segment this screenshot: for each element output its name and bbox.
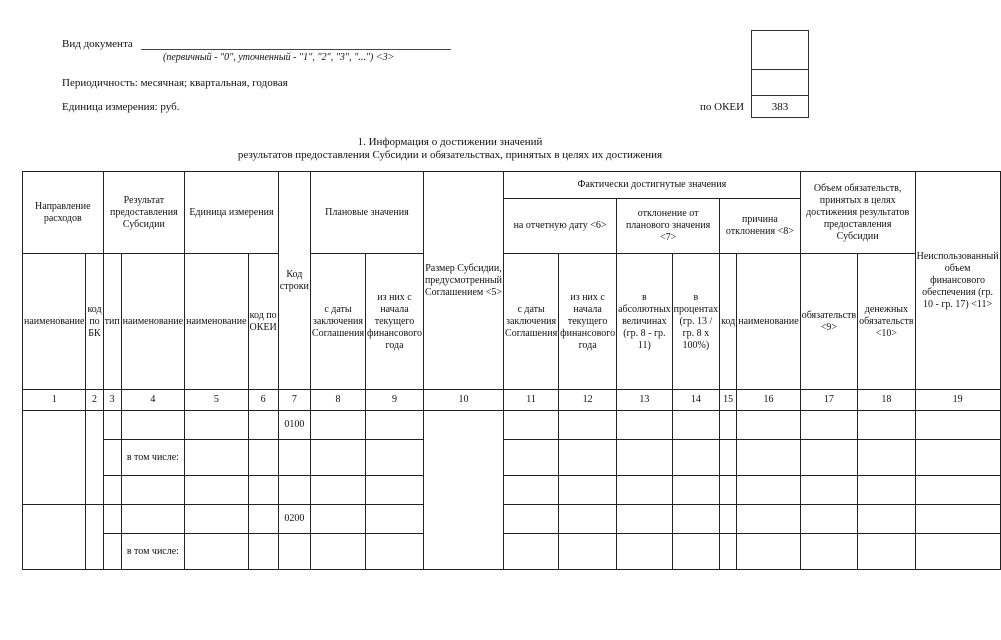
cell[interactable]	[103, 505, 121, 534]
column-number: 12	[559, 390, 617, 411]
incl-label: в том числе:	[121, 440, 184, 476]
column-number: 8	[310, 390, 365, 411]
cell[interactable]	[121, 505, 184, 534]
cell[interactable]	[248, 411, 278, 440]
cell[interactable]	[121, 411, 184, 440]
cell[interactable]	[672, 440, 719, 476]
s-name3: наименование	[185, 254, 248, 390]
cell[interactable]	[366, 440, 424, 476]
cell[interactable]	[185, 411, 248, 440]
cell[interactable]	[278, 476, 310, 505]
cell[interactable]	[248, 476, 278, 505]
cell[interactable]	[504, 534, 559, 570]
s-from-agreement: с даты заключения Соглашения	[310, 254, 365, 390]
cell[interactable]	[800, 440, 857, 476]
cell[interactable]	[86, 505, 103, 570]
s-from-year-start2: из них с начала текущего финансового года	[559, 254, 617, 390]
column-number: 18	[858, 390, 915, 411]
cell[interactable]	[617, 505, 673, 534]
cell[interactable]	[800, 476, 857, 505]
column-number: 13	[617, 390, 673, 411]
cell[interactable]	[672, 411, 719, 440]
cell[interactable]	[248, 505, 278, 534]
cell[interactable]	[737, 440, 800, 476]
column-number: 4	[121, 390, 184, 411]
cell[interactable]	[366, 476, 424, 505]
doc-type-box[interactable]	[751, 30, 809, 70]
s-money: денежных обязательств <10>	[858, 254, 915, 390]
column-number: 9	[366, 390, 424, 411]
section-title-line1: 1. Информация о достижении значений	[357, 136, 543, 148]
cell[interactable]	[672, 505, 719, 534]
column-number: 15	[720, 390, 737, 411]
cell[interactable]	[617, 476, 673, 505]
cell[interactable]	[617, 440, 673, 476]
s-reason-name: наименование	[737, 254, 800, 390]
column-number: 10	[423, 390, 503, 411]
column-number: 14	[672, 390, 719, 411]
cell[interactable]	[800, 411, 857, 440]
h-unused: Неиспользованный объем финансового обеспечения (гр. 10 - гр. 17) <11>	[915, 172, 1000, 390]
cell[interactable]	[915, 476, 1000, 505]
periodicity-box[interactable]	[751, 69, 809, 96]
okei-label: по ОКЕИ	[700, 101, 745, 113]
cell[interactable]	[720, 411, 737, 440]
cell[interactable]	[672, 476, 719, 505]
cell[interactable]	[423, 411, 503, 570]
cell[interactable]	[915, 411, 1000, 440]
cell[interactable]	[310, 476, 365, 505]
column-number: 3	[103, 390, 121, 411]
column-number: 2	[86, 390, 103, 411]
cell[interactable]	[720, 534, 737, 570]
column-number: 11	[504, 390, 559, 411]
cell[interactable]	[23, 505, 86, 570]
cell[interactable]	[858, 534, 915, 570]
cell[interactable]	[720, 476, 737, 505]
section-title-line2: результатов предоставления Субсидии и обязательствах, принятых в целях их достижения	[237, 149, 663, 161]
cell[interactable]	[248, 534, 278, 570]
cell[interactable]	[185, 505, 248, 534]
s-name1: наименование	[23, 254, 86, 390]
cell[interactable]	[559, 476, 617, 505]
cell[interactable]	[310, 505, 365, 534]
column-number: 16	[737, 390, 800, 411]
h-result: Результат предоставления Субсидии	[103, 172, 185, 254]
incl-label: в том числе:	[121, 534, 184, 570]
s-from-year-start: из них с начала текущего финансового года	[366, 254, 424, 390]
cell[interactable]	[23, 411, 86, 505]
h-planned: Плановые значения	[310, 172, 423, 254]
h-actual: Фактически достигнутые значения	[504, 172, 801, 199]
cell[interactable]	[858, 411, 915, 440]
cell[interactable]	[366, 534, 424, 570]
cell[interactable]	[617, 534, 673, 570]
cell[interactable]	[248, 440, 278, 476]
cell[interactable]	[672, 534, 719, 570]
cell[interactable]	[737, 476, 800, 505]
h-code: Код строки	[278, 172, 310, 390]
column-number: 6	[248, 390, 278, 411]
s-type: тип	[103, 254, 121, 390]
cell[interactable]	[185, 440, 248, 476]
cell[interactable]	[915, 534, 1000, 570]
cell[interactable]	[185, 476, 248, 505]
cell[interactable]	[310, 440, 365, 476]
h-direction: Направление расходов	[23, 172, 104, 254]
cell[interactable]	[103, 476, 121, 505]
cell[interactable]	[504, 411, 559, 440]
column-number: 7	[278, 390, 310, 411]
h-unit: Единица измерения	[185, 172, 279, 254]
cell[interactable]	[737, 411, 800, 440]
cell[interactable]	[504, 476, 559, 505]
cell[interactable]	[559, 505, 617, 534]
column-number: 1	[23, 390, 86, 411]
okei-code-box: 383	[751, 95, 809, 118]
cell[interactable]	[559, 411, 617, 440]
cell[interactable]	[800, 534, 857, 570]
cell[interactable]	[915, 440, 1000, 476]
periodicity-text: Периодичность: месячная; квартальная, годовая	[62, 77, 288, 89]
s-from-agreement2: с даты заключения Соглашения	[504, 254, 559, 390]
s-okei: код по ОКЕИ	[248, 254, 278, 390]
h-reason: причина отклонения <8>	[720, 199, 801, 254]
h-obligations: Объем обязательств, принятых в целях достижения результатов предоставления Субсидии	[800, 172, 915, 254]
section-title	[150, 136, 750, 162]
column-number: 5	[185, 390, 248, 411]
s-absolute: в абсолютных величинах (гр. 8 - гр. 11)	[617, 254, 673, 390]
doc-type-note: (первичный - "0", уточненный - "1", "2", "3", "...") <3>	[163, 52, 395, 63]
cell[interactable]	[737, 534, 800, 570]
cell[interactable]	[103, 440, 121, 476]
row-code-0100: 0100	[278, 411, 310, 440]
cell[interactable]	[103, 411, 121, 440]
cell[interactable]	[121, 476, 184, 505]
s-bk: код по БК	[86, 254, 103, 390]
cell[interactable]	[858, 440, 915, 476]
cell[interactable]	[310, 411, 365, 440]
cell[interactable]	[559, 440, 617, 476]
h-size: Размер Субсидии, предусмотренный Соглашением <5>	[423, 172, 503, 390]
results-table	[22, 171, 1001, 570]
cell[interactable]	[310, 534, 365, 570]
unit-text: Единица измерения: руб.	[62, 101, 180, 113]
row-code-0200: 0200	[278, 505, 310, 534]
cell[interactable]	[504, 440, 559, 476]
cell[interactable]	[185, 534, 248, 570]
s-code: код	[720, 254, 737, 390]
cell[interactable]	[559, 534, 617, 570]
s-percent: в процентах (гр. 13 / гр. 8 х 100%)	[672, 254, 719, 390]
cell[interactable]	[366, 411, 424, 440]
column-number-row	[23, 390, 1001, 411]
cell[interactable]	[278, 534, 310, 570]
cell[interactable]	[858, 505, 915, 534]
cell[interactable]	[858, 476, 915, 505]
column-number: 19	[915, 390, 1000, 411]
h-report-date: на отчетную дату <6>	[504, 199, 617, 254]
doc-type-field[interactable]	[141, 49, 451, 50]
cell[interactable]	[86, 411, 103, 505]
cell[interactable]	[504, 505, 559, 534]
cell[interactable]	[278, 440, 310, 476]
cell[interactable]	[103, 534, 121, 570]
cell[interactable]	[617, 411, 673, 440]
cell[interactable]	[366, 505, 424, 534]
s-name2: наименование	[121, 254, 184, 390]
cell[interactable]	[720, 505, 737, 534]
cell[interactable]	[737, 505, 800, 534]
h-deviation: отклонение от планового значения <7>	[617, 199, 720, 254]
s-obligations: обязательств <9>	[800, 254, 857, 390]
column-number: 17	[800, 390, 857, 411]
doc-type-label: Вид документа	[62, 38, 133, 50]
cell[interactable]	[720, 440, 737, 476]
cell[interactable]	[915, 505, 1000, 534]
cell[interactable]	[800, 505, 857, 534]
